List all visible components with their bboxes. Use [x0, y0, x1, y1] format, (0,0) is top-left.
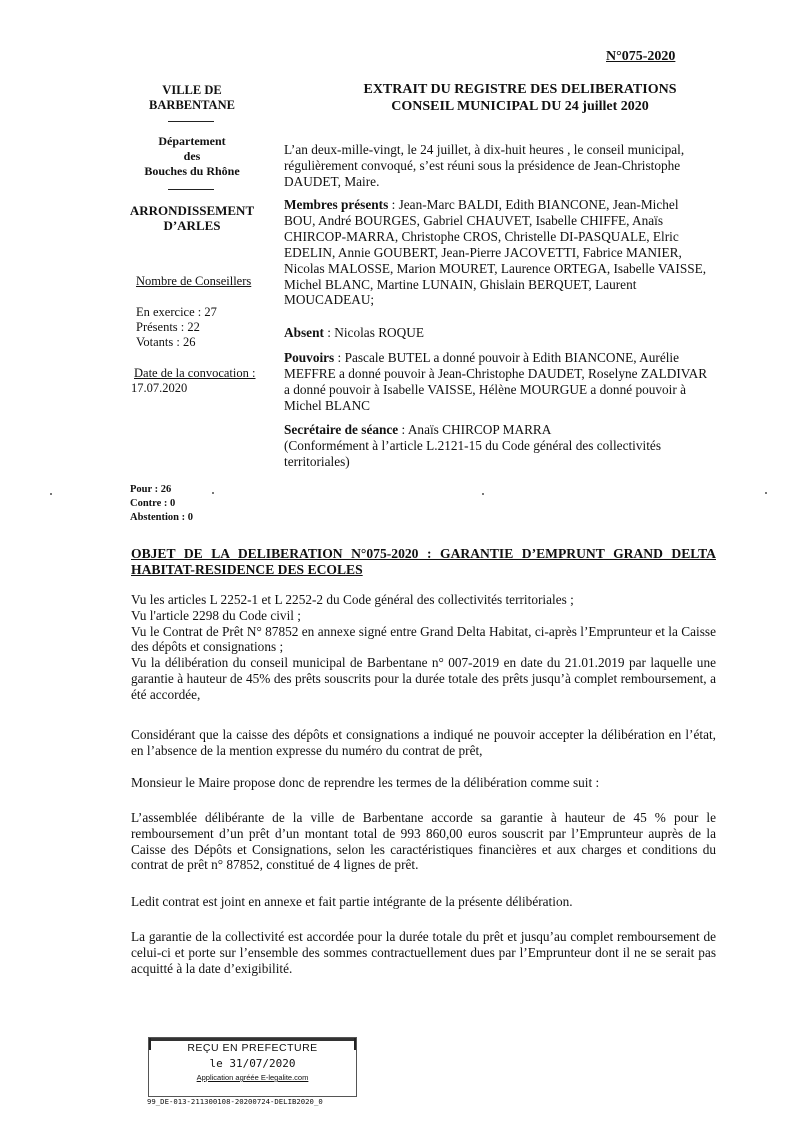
- visa-1: Vu les articles L 2252-1 et L 2252-2 du Code général des collectivités territoriales ;: [131, 592, 574, 607]
- stamp-reference-code: 99_DE-013-211300108-20200724-DELIB2020_0: [147, 1097, 323, 1106]
- scan-speck: [765, 492, 767, 494]
- convocation-date: 17.07.2020: [131, 381, 188, 395]
- stamp-title: REÇU EN PREFECTURE: [187, 1042, 318, 1054]
- visa-list: [131, 592, 716, 703]
- vote-abstention: Abstention : 0: [130, 512, 194, 523]
- membres-list: : Jean-Marc BALDI, Edith BIANCONE, Jean-Michel BOU, André BOURGES, Gabriel CHAUVET, Isabelle CHIFFE, Anaïs CHIRCOP-MARRA, Christophe CROS, Christelle DI-PASQUALE, Elric EDELIN, Annie GOUBERT, Jean-Pierre JACOVETTI, Fabrice MANIER, Nicolas MALOSSE, Marion MOURET, Laurence ORTEGA, Isabelle VAISSE, Michel BLANC, Martine LUNAIN, Ghislain BERQUET, Laurent MOUCADEAU;: [284, 197, 707, 308]
- visa-2: Vu l'article 2298 du Code civil ;: [131, 607, 301, 623]
- scan-speck: [482, 493, 484, 495]
- objet-heading: OBJET DE LA DELIBERATION N°075-2020 : GARANTIE D’EMPRUNT GRAND DELTA HABITAT-RESIDENCE DES ECOLES: [131, 546, 716, 577]
- secretaire: [284, 422, 712, 470]
- pouvoirs-label: Pouvoirs: [284, 350, 335, 365]
- absent-list: : Nicolas ROQUE: [323, 325, 424, 340]
- divider: [168, 121, 214, 122]
- absent: [284, 325, 712, 341]
- scan-speck: [50, 493, 52, 495]
- vote-contre: Contre : 0: [130, 498, 176, 509]
- visa-3: Vu le Contrat de Prêt N° 87852 en annexe signé entre Grand Delta Habitat, ci-après l’Emprunteur et la Caisse des dépôts et consignations ;: [131, 623, 716, 655]
- maire-propose: Monsieur le Maire propose donc de reprendre les termes de la délibération comme suit :: [131, 775, 600, 790]
- title-line2: CONSEIL MUNICIPAL DU 24 juillet 2020: [391, 99, 649, 114]
- deliberation-number: N°075-2020: [606, 49, 676, 64]
- secretaire-label: Secrétaire de séance: [284, 422, 399, 437]
- document-title: [330, 81, 710, 115]
- pouvoirs: [284, 350, 712, 414]
- garantie-duree: La garantie de la collectivité est accordée pour la durée totale du prêt et jusqu’au complet remboursement de celui-ci et porte sur l’ensemble des sommes contractuellement dues par l’Emprunteur dont il ne se serait pas acquitté à la date d’exigibilité.: [131, 929, 716, 976]
- presents: Présents : 22: [136, 320, 200, 334]
- convocation-label: Date de la convocation :: [134, 366, 256, 380]
- vote-pour: Pour : 26: [130, 484, 172, 495]
- votants: Votants : 26: [136, 335, 196, 349]
- ville-line1: VILLE DE: [162, 83, 222, 97]
- visa-4: Vu la délibération du conseil municipal de Barbentane n° 007-2019 en date du 21.01.2019 par laquelle une garantie à hauteur de 45% des prêts souscrits pour la durée totale des prêts jusqu’à complet remboursement, a été accordée,: [131, 655, 716, 702]
- considerant: Considérant que la caisse des dépôts et consignations a indiqué ne pouvoir accepter la délibération en l’état, en l’absence de la mention expresse du numéro du contrat de prêt,: [131, 727, 716, 758]
- conseillers-label: Nombre de Conseillers: [136, 274, 252, 288]
- arrondissement-block: [118, 203, 266, 233]
- scan-speck: [212, 492, 214, 494]
- title-line1: EXTRAIT DU REGISTRE DES DELIBERATIONS: [363, 82, 677, 97]
- ville-block: [118, 83, 266, 113]
- arr-line1: ARRONDISSEMENT: [129, 203, 255, 218]
- stamp-date: le 31/07/2020: [209, 1057, 296, 1070]
- contrat-annexe: Ledit contrat est joint en annexe et fait partie intégrante de la présente délibération.: [131, 894, 573, 909]
- secretaire-name: : Anaïs CHIRCOP MARRA: [398, 422, 552, 437]
- dept-line2: des: [183, 149, 201, 163]
- divider: [168, 189, 214, 190]
- assemblee-accord: L’assemblée délibérante de la ville de Barbentane accorde sa garantie à hauteur de 45 % pour le remboursement d’un prêt d’un montant total de 993 860,00 euros souscrit par l’Emprunteur auprès de la Caisse des Dépôts et Consignations, selon les caractéristiques financières et aux charges et conditions du contrat de prêt n° 87852, constitué de 4 lignes de prêt.: [131, 810, 716, 873]
- stamp-application: Application agréée E-legalite.com: [196, 1073, 309, 1082]
- prefecture-stamp: [148, 1037, 357, 1097]
- session-intro: L’an deux-mille-vingt, le 24 juillet, à dix-huit heures , le conseil municipal, régulièrement convoqué, s’est réuni sous la présidence de Jean-Christophe DAUDET, Maire.: [284, 142, 685, 189]
- membres-label: Membres présents: [284, 197, 389, 212]
- membres-presents: [284, 197, 712, 308]
- ville-line2: BARBENTANE: [149, 98, 235, 112]
- dept-line3: Bouches du Rhône: [144, 164, 240, 178]
- departement-block: [118, 134, 266, 179]
- absent-label: Absent: [284, 325, 324, 340]
- dept-line1: Département: [158, 134, 226, 148]
- stamp-top-bar: [149, 1038, 356, 1041]
- en-exercice: En exercice : 27: [136, 305, 217, 319]
- secretaire-note: (Conformément à l’article L.2121-15 du Code général des collectivités territoriales): [284, 437, 661, 469]
- arr-line2: D’ARLES: [163, 218, 221, 233]
- pouvoirs-list: : Pascale BUTEL a donné pouvoir à Edith BIANCONE, Aurélie MEFFRE a donné pouvoir à Jean-Christophe DAUDET, Roselyne ZALDIVAR a donné pouvoir à Isabelle VAISSE, Hélène MOURGUE a donné pouvoir à Michel BLANC: [284, 350, 708, 413]
